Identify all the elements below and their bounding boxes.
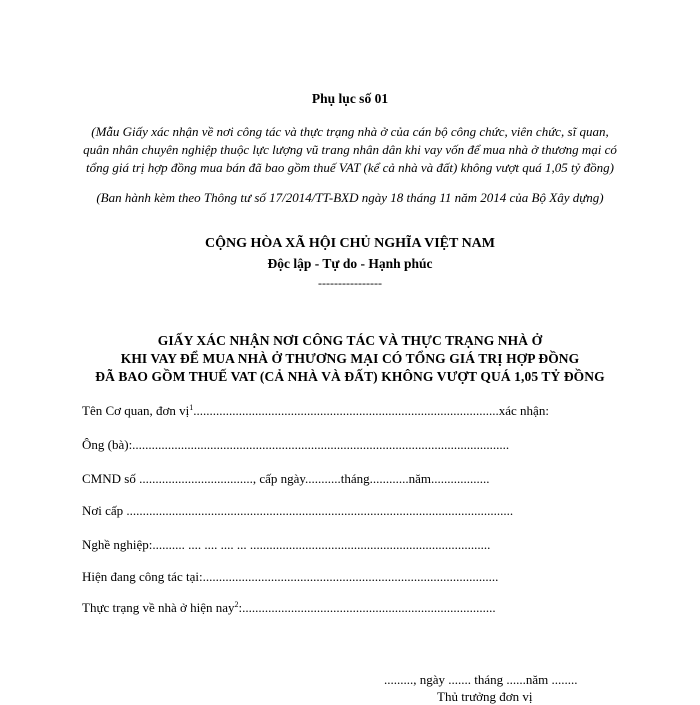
id-card-field: CMND số ..................................., cấp ngày...........tháng............năm.................. (82, 471, 490, 486)
agency-field (82, 403, 549, 419)
housing-status-field (82, 600, 496, 616)
document-title-line-2: KHI VAY ĐỂ MUA NHÀ Ở THƯƠNG MẠI CÓ TỔNG GIÁ TRỊ HỢP ĐỒNG (120, 351, 580, 366)
occupation-field: Nghề nghiệp:.......... .... .... .... ... .......................................................................... (82, 537, 491, 552)
form-description-note: (Mẫu Giấy xác nhận về nơi công tác và thực trạng nhà ở của cán bộ công chức, viên chức, sĩ quan, quân nhân chuyên nghiệp thuộc lực lượng vũ trang nhân dân khi vay vốn để mua nhà ở thương mại có tổng giá trị hợp đồng mua bán đã bao gồm thuế VAT (kể cả nhà và đất) không vượt quá 1,05 tỷ đồng) (83, 124, 617, 175)
signer-title: Thủ trưởng đơn vị (437, 689, 533, 704)
header-divider: ---------------- (318, 276, 382, 290)
document-title-line-1: GIẤY XÁC NHẬN NƠI CÔNG TÁC VÀ THỰC TRẠNG NHÀ Ở (157, 333, 543, 348)
housing-status-label: Thực trạng về nhà ở hiện nay (82, 600, 235, 615)
national-title: CỘNG HÒA XÃ HỘI CHỦ NGHĨA VIỆT NAM (204, 236, 495, 251)
date-line: ........., ngày ....... tháng ......năm ........ (384, 672, 578, 687)
agency-suffix: xác nhận: (498, 403, 549, 418)
workplace-field: Hiện đang công tác tại:........................................................................................... (82, 569, 499, 584)
issued-with-note: (Ban hành kèm theo Thông tư số 17/2014/TT-BXD ngày 18 tháng 11 năm 2014 của Bộ Xây dựng) (96, 190, 604, 205)
footnote-marker-2: 2 (234, 600, 239, 609)
appendix-title: Phụ lục số 01 (311, 91, 389, 106)
person-field: Ông (bà):.................................................................................................................... (82, 437, 510, 452)
footnote-marker-1: 1 (189, 403, 194, 412)
agency-label: Tên Cơ quan, đơn vị (82, 403, 190, 418)
document-title-line-3: ĐÃ BAO GỒM THUẾ VAT (CẢ NHÀ VÀ ĐẤT) KHÔNG VƯỢT QUÁ 1,05 TỶ ĐỒNG (95, 369, 605, 384)
housing-fill-line: :.............................................................................. (238, 600, 496, 615)
agency-fill-line: .............................................................................................. (193, 403, 499, 418)
national-motto: Độc lập - Tự do - Hạnh phúc (267, 256, 433, 271)
issued-place-field: Nơi cấp ....................................................................................................................... (82, 503, 514, 518)
